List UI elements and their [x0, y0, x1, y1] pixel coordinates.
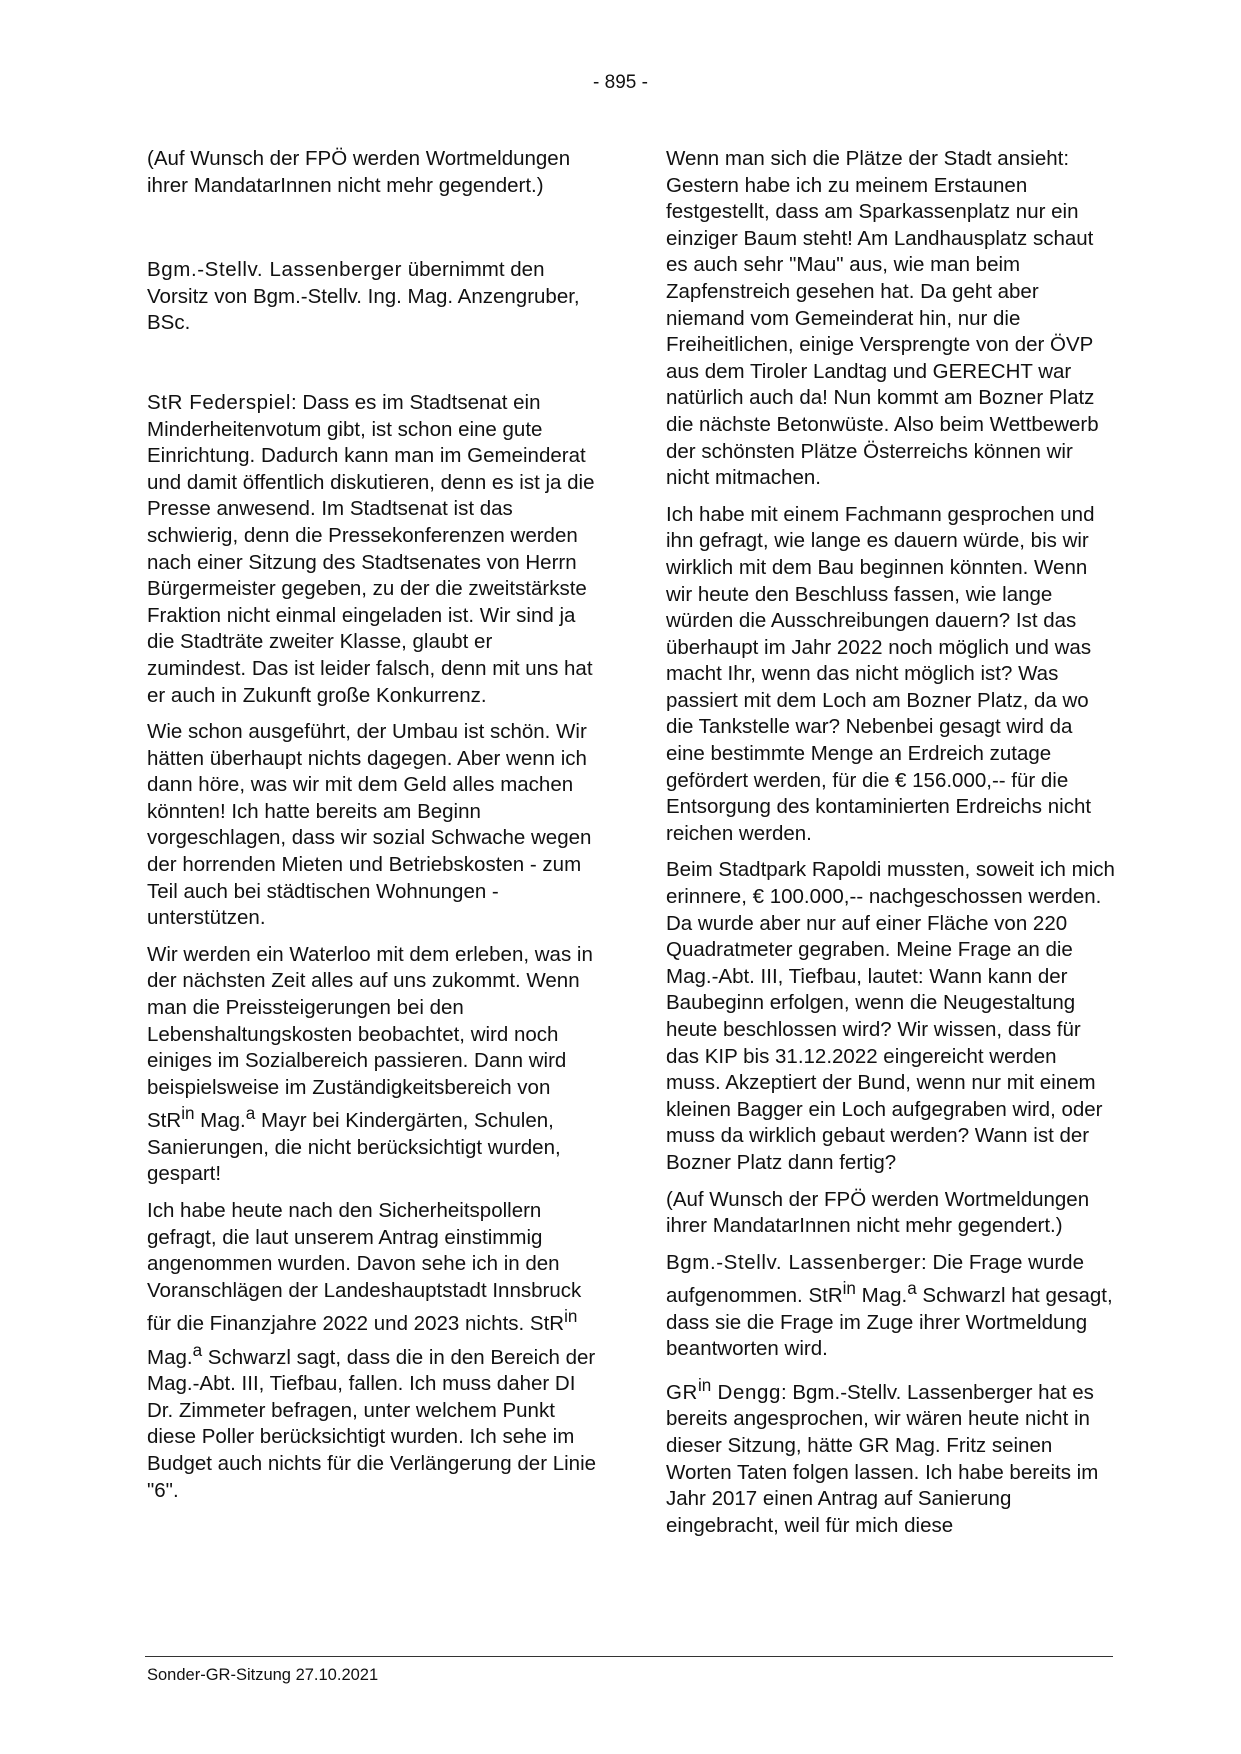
paragraph-text: : Die Frage wurde aufgenommen. StR	[666, 1250, 1084, 1308]
paragraph-text: Mag.	[194, 1109, 246, 1133]
paragraph-text: Schwarzl hat gesagt, dass sie die Frage im Zuge ihrer Wortmeldung beantworten wird.	[666, 1284, 1113, 1361]
footer-session-label: Sonder-GR-Sitzung 27.10.2021	[147, 1666, 379, 1684]
superscript: in	[697, 1375, 712, 1395]
speech-paragraph	[666, 1373, 1116, 1539]
superscript: in	[181, 1104, 195, 1124]
paragraph-text: Wir werden ein Waterloo mit dem erleben, was in der nächsten Zeit alles auf uns zukommt. Wenn man die Preissteigerungen bei den Lebenshaltungskosten beobachtet, wird noch einiges im Sozialbereich passieren. Dann wird beispielsweise im Zuständigkeitsbereich von StR	[147, 942, 593, 1133]
paragraph-text: Ich habe heute nach den Sicherheitspollern gefragt, die laut unserem Antrag einstimmig angenommen wurden. Davon sehe ich in den Voranschlägen der Landeshauptstadt Innsbruck für die Finanzjahre 2022 und 2023 nichts. StR	[147, 1199, 582, 1336]
superscript: in	[564, 1307, 578, 1327]
left-column	[147, 146, 597, 1514]
speech-paragraph: Wie schon ausgeführt, der Umbau ist schön. Wir hätten überhaupt nichts dagegen. Aber wenn ich dann höre, was wir mit dem Geld alles machen könnten! Ich hatte bereits am Beginn vorgeschlagen, dass wir sozial Schwache wegen der horrenden Mieten und Betriebskosten - zum Teil auch bei städtischen Wohnungen - unterstützen.	[147, 720, 592, 930]
footer-divider	[145, 1656, 1113, 1657]
chair-change-paragraph	[147, 257, 597, 337]
paragraph-text: Schwarzl sagt, dass die in den Bereich der Mag.-Abt. III, Tiefbau, fallen. Ich muss daher DI Dr. Zimmeter befragen, unter welchem Punkt diese Poller berücksichtigt wurden. Ich sehe im Budget auch nichts für die Verlängerung der Linie "6".	[147, 1345, 597, 1502]
speaker-name: Bgm.-Stellv. Lassenberger	[666, 1250, 922, 1274]
superscript: in	[842, 1279, 856, 1299]
speech-paragraph	[666, 1250, 1116, 1363]
superscript: a	[245, 1104, 256, 1124]
speech-paragraph: Beim Stadtpark Rapoldi mussten, soweit ich mich erinnere, € 100.000,-- nachgeschossen werden. Da wurde aber nur auf einer Fläche von 220 Quadratmeter gegraben. Meine Frage an die Mag.-Abt. III, Tiefbau, lautet: Wann kann der Baubeginn erfolgen, wenn die Neugestaltung heute beschlossen wird? Wir wissen, dass für das KIP bis 31.12.2022 eingereicht werden muss. Akzeptiert der Bund, wenn nur mit einem kleinen Bagger ein Loch aufgegraben wird, oder muss da wirklich gebaut werden? Wann ist der Bozner Platz dann fertig?	[666, 858, 1115, 1174]
speech-paragraph	[147, 942, 597, 1188]
speaker-name: Bgm.-Stellv. Lassenberger	[147, 258, 403, 282]
paragraph-text: : Bgm.-Stellv. Lassenberger hat es bereits angesprochen, wir wären heute nicht in dieser Sitzung, hätte GR Mag. Fritz seinen Worten Taten folgen lassen. Ich habe bereits im Jahr 2017 einen Antrag auf Sanierung eingebracht, weil für mich diese	[666, 1380, 1099, 1537]
paragraph-text: Mayr bei Kindergärten, Schulen, Sanierungen, die nicht berücksichtigt wurden, gespart!	[147, 1109, 561, 1186]
superscript: a	[192, 1340, 203, 1360]
gender-note-paragraph: (Auf Wunsch der FPÖ werden Wortmeldungen ihrer MandatarInnen nicht mehr gegendert.)	[666, 1187, 1090, 1238]
speech-paragraph	[147, 390, 597, 709]
superscript: a	[907, 1279, 917, 1299]
speaker-name: StR Federspiel	[147, 390, 291, 414]
paragraph-text: Mag.	[147, 1345, 193, 1369]
gender-note-paragraph: (Auf Wunsch der FPÖ werden Wortmeldungen ihrer MandatarInnen nicht mehr gegendert.)	[147, 147, 571, 197]
paragraph-text: übernimmt den Vorsitz von Bgm.-Stellv. Ing. Mag. Anzengruber, BSc.	[147, 258, 580, 335]
speaker-name: GR	[666, 1380, 698, 1404]
paragraph-text: : Dass es im Stadtsenat ein Minderheitenvotum gibt, ist schon eine gute Einrichtung. Dadurch kann man im Gemeinderat und damit öffentlich diskutieren, denn es ist ja die Presse anwesend. Im Stadtsenat ist das schwierig, denn die Pressekonferenzen werden nach einer Sitzung des Stadtsenates von Herrn Bürgermeister gegeben, zu der die zweitstärkste Fraktion nicht einmal eingeladen ist. Wir sind ja die Stadträte zweiter Klasse, glaubt er zumindest. Das ist leider falsch, denn mit uns hat er auch in Zukunft große Konkurrenz.	[147, 390, 595, 707]
page-number: - 895 -	[593, 72, 648, 93]
speech-paragraph: Ich habe mit einem Fachmann gesprochen und ihn gefragt, wie lange es dauern würde, bis wir wirklich mit dem Bau beginnen könnten. Wenn wir heute den Beschluss fassen, wie lange würden die Ausschreibungen dauern? Ist das überhaupt im Jahr 2022 noch möglich und was macht Ihr, wenn das nicht möglich ist? Was passiert mit dem Loch am Bozner Platz, da wo die Tankstelle war? Nebenbei gesagt wird da eine bestimmte Menge an Erdreich zutage gefördert werden, für die € 156.000,-- für die Entsorgung des kontaminierten Erdreichs nicht reichen werden.	[666, 502, 1095, 845]
speech-paragraph	[147, 1198, 597, 1504]
paragraph-text: Mag.	[855, 1284, 908, 1308]
speech-paragraph: Wenn man sich die Plätze der Stadt ansieht: Gestern habe ich zu meinem Erstaunen festgestellt, dass am Sparkassenplatz nur ein einziger Baum steht! Am Landhausplatz schaut es auch sehr "Mau" aus, wie man beim Zapfenstreich gesehen hat. Da geht aber niemand vom Gemeinderat hin, nur die Freiheitlichen, einige Versprengte von der ÖVP aus dem Tiroler Landtag und GERECHT war natürlich auch da! Nun kommt am Bozner Platz die nächste Betonwüste. Also beim Wettbewerb der schönsten Plätze Österreichs können wir nicht mitmachen.	[666, 147, 1099, 490]
speaker-name: Dengg	[711, 1380, 781, 1404]
right-column	[666, 146, 1116, 1549]
